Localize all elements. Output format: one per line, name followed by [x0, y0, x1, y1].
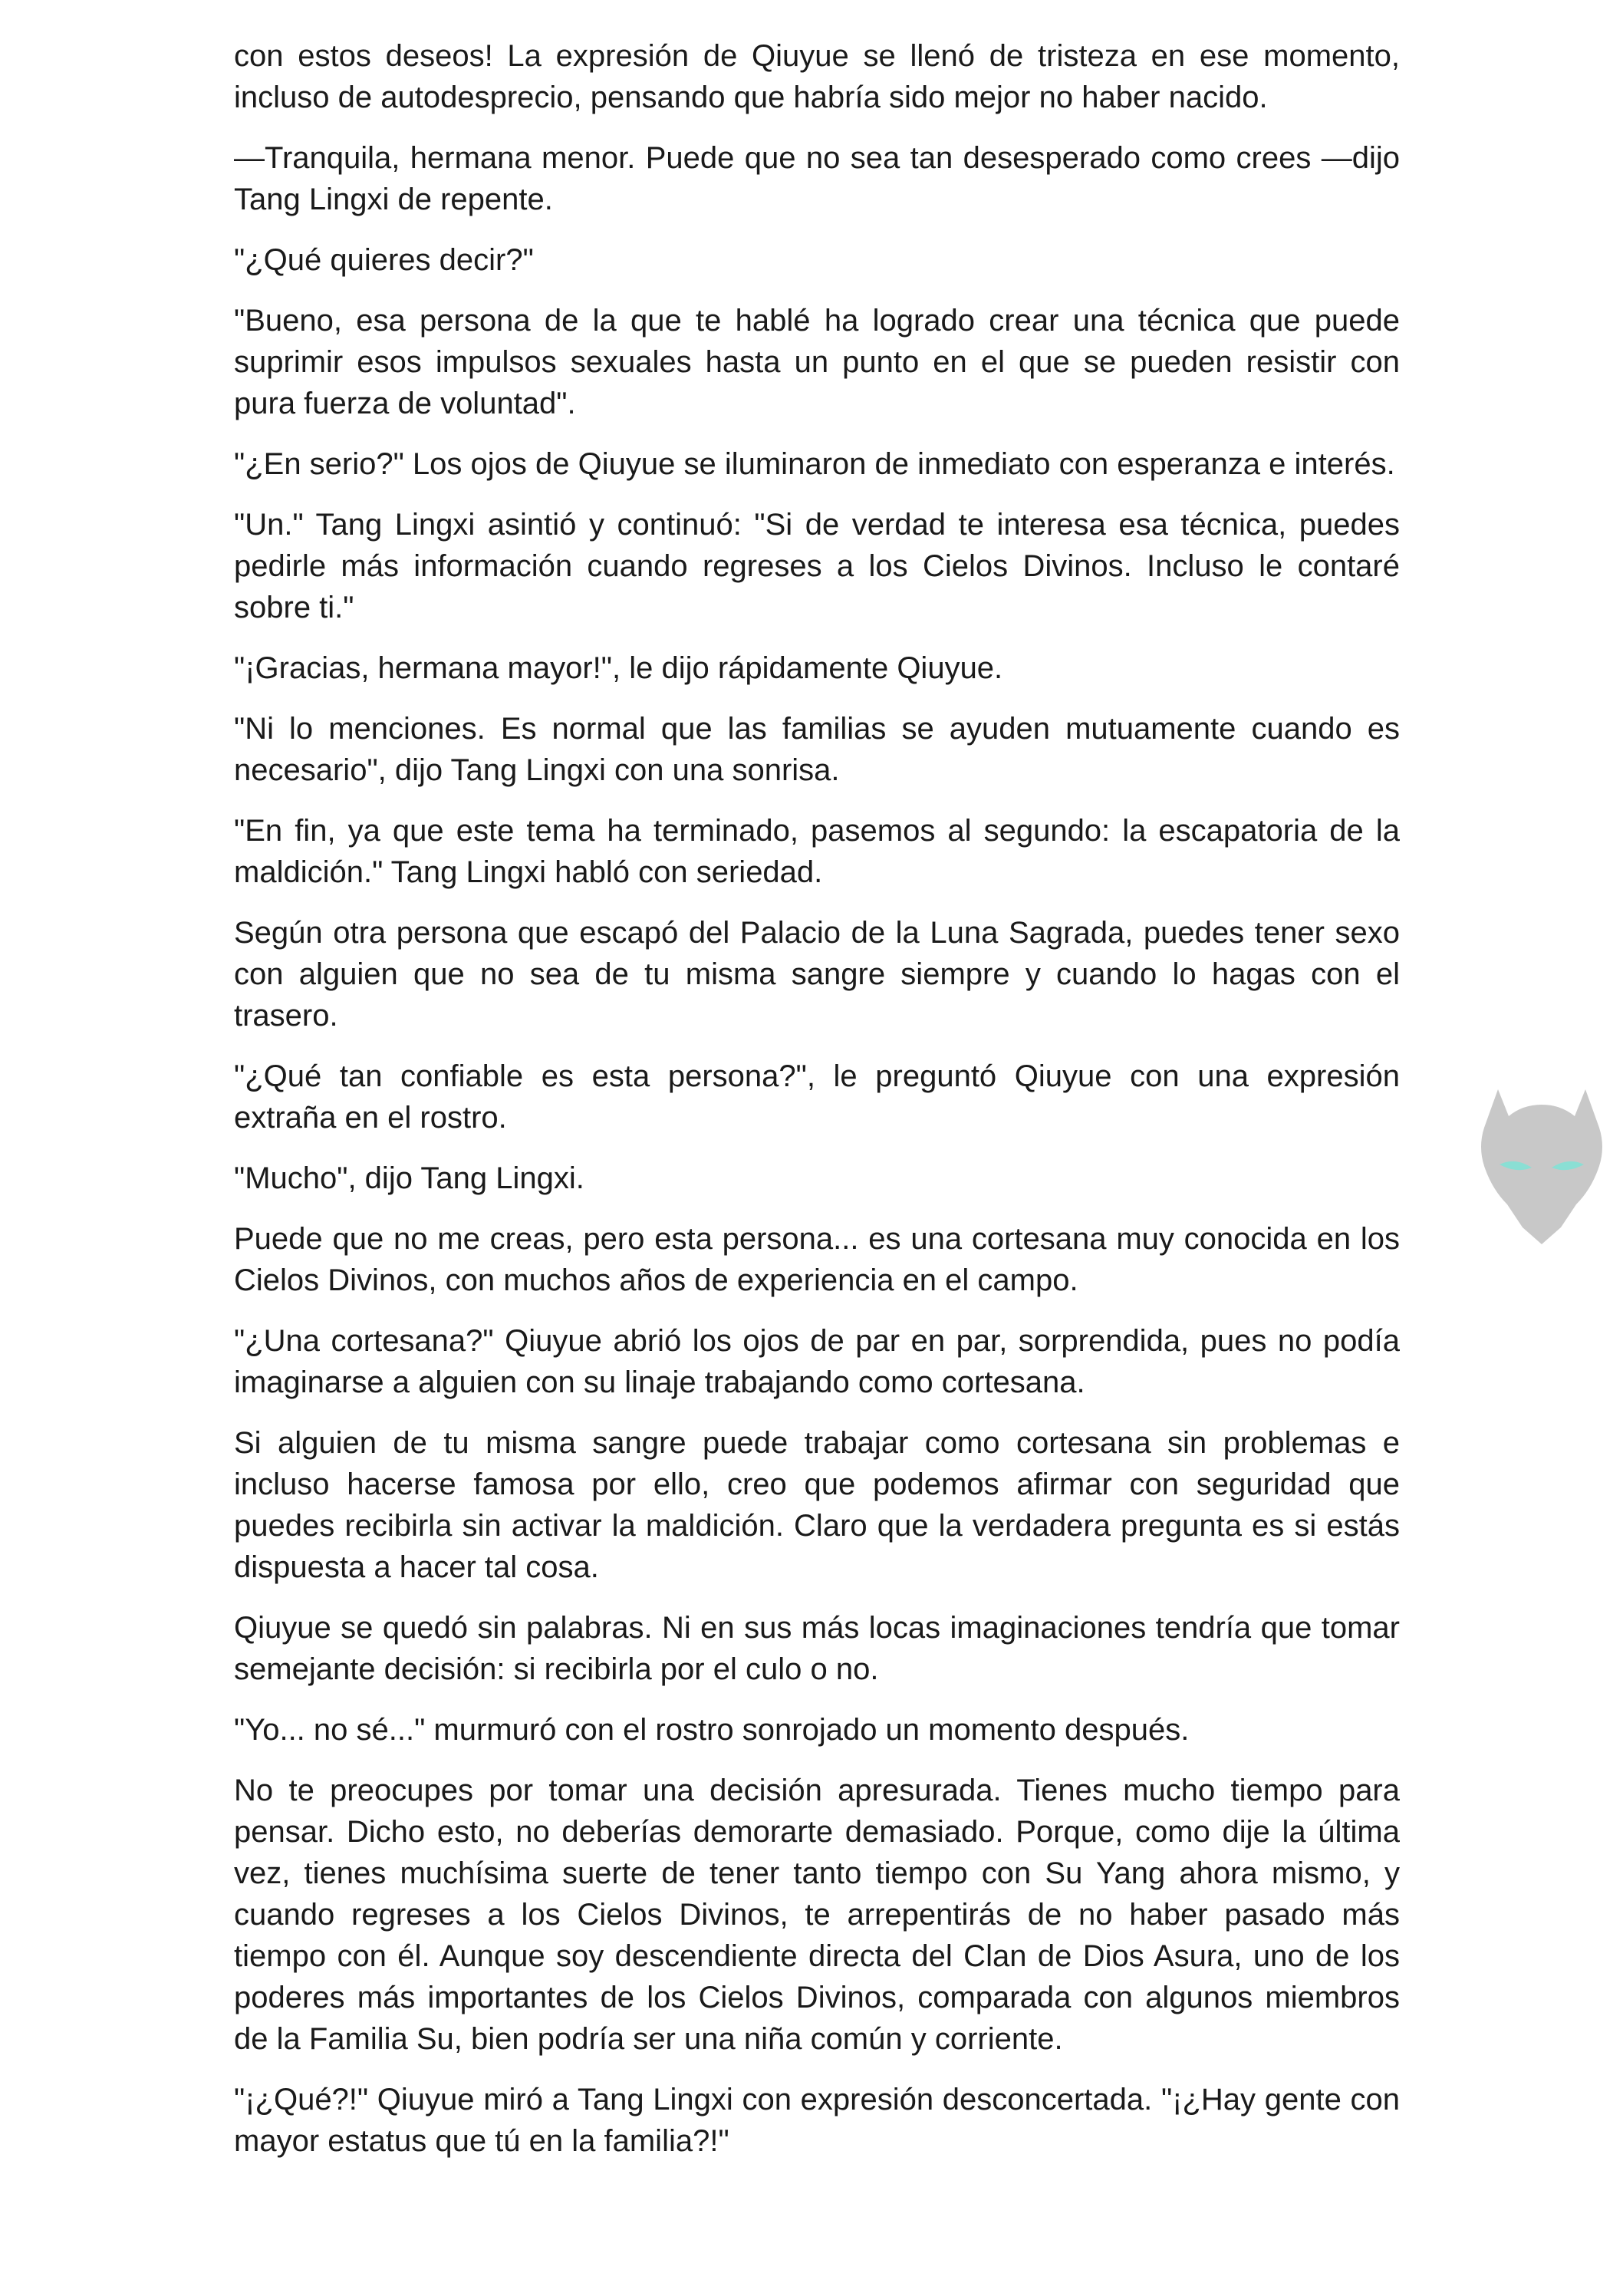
paragraph: "Un." Tang Lingxi asintió y continuó: "Si de verdad te interesa esa técnica, puedes pedirle más información cuando regreses a los Cielos Divinos. Incluso le contaré sobre ti." [234, 508, 1400, 624]
demon-head-icon [1469, 1074, 1615, 1250]
paragraph: Si alguien de tu misma sangre puede trabajar como cortesana sin problemas e incluso hacerse famosa por ello, creo que podemos afirmar con seguridad que puedes recibirla sin activar la maldición. Claro que la verdadera pregunta es si estás dispuesta a hacer tal cosa. [234, 1426, 1400, 1584]
paragraph: con estos deseos! La expresión de Qiuyue se llenó de tristeza en ese momento, incluso de autodesprecio, pensando que habría sido mejor no haber nacido. [234, 39, 1400, 114]
paragraph: "¡¿Qué?!" Qiuyue miró a Tang Lingxi con expresión desconcertada. "¡¿Hay gente con mayor estatus que tú en la familia?!" [234, 2083, 1400, 2158]
paragraph: "Yo... no sé..." murmuró con el rostro sonrojado un momento después. [234, 1713, 1190, 1747]
paragraph: —Tranquila, hermana menor. Puede que no sea tan desesperado como crees —dijo Tang Lingxi de repente. [234, 141, 1400, 216]
paragraph: Según otra persona que escapó del Palacio de la Luna Sagrada, puedes tener sexo con alguien que no sea de tu misma sangre siempre y cuando lo hagas con el trasero. [234, 916, 1400, 1033]
paragraph: "Bueno, esa persona de la que te hablé ha logrado crear una técnica que puede suprimir esos impulsos sexuales hasta un punto en el que se pueden resistir con pura fuerza de voluntad". [234, 304, 1400, 420]
paragraph: "¡Gracias, hermana mayor!", le dijo rápidamente Qiuyue. [234, 651, 1003, 685]
paragraph: "En fin, ya que este tema ha terminado, pasemos al segundo: la escapatoria de la maldición." Tang Lingxi habló con seriedad. [234, 814, 1400, 889]
paragraph: "¿Qué tan confiable es esta persona?", le preguntó Qiuyue con una expresión extraña en el rostro. [234, 1059, 1400, 1135]
paragraph: "¿En serio?" Los ojos de Qiuyue se iluminaron de inmediato con esperanza e interés. [234, 447, 1395, 481]
paragraph: Puede que no me creas, pero esta persona... es una cortesana muy conocida en los Cielos Divinos, con muchos años de experiencia en el campo. [234, 1222, 1400, 1297]
paragraph: Qiuyue se quedó sin palabras. Ni en sus más locas imaginaciones tendría que tomar semejante decisión: si recibirla por el culo o no. [234, 1611, 1400, 1686]
text-column [234, 35, 1400, 2181]
paragraph: No te preocupes por tomar una decisión apresurada. Tienes mucho tiempo para pensar. Dicho esto, no deberías demorarte demasiado. Porque, como dije la última vez, tienes muchísima suerte de tener tanto tiempo con Su Yang ahora mismo, y cuando regreses a los Cielos Divinos, te arrepentirás de no haber pasado más tiempo con él. Aunque soy descendiente directa del Clan de Dios Asura, uno de los poderes más importantes de los Cielos Divinos, comparada con algunos miembros de la Familia Su, bien podría ser una niña común y corriente. [234, 1774, 1400, 2056]
paragraph: "¿Qué quieres decir?" [234, 243, 534, 277]
paragraph: "Mucho", dijo Tang Lingxi. [234, 1161, 584, 1195]
paragraph: "¿Una cortesana?" Qiuyue abrió los ojos de par en par, sorprendida, pues no podía imaginarse a alguien con su linaje trabajando como cortesana. [234, 1324, 1400, 1399]
paragraph: "Ni lo menciones. Es normal que las familias se ayuden mutuamente cuando es necesario", dijo Tang Lingxi con una sonrisa. [234, 712, 1400, 787]
